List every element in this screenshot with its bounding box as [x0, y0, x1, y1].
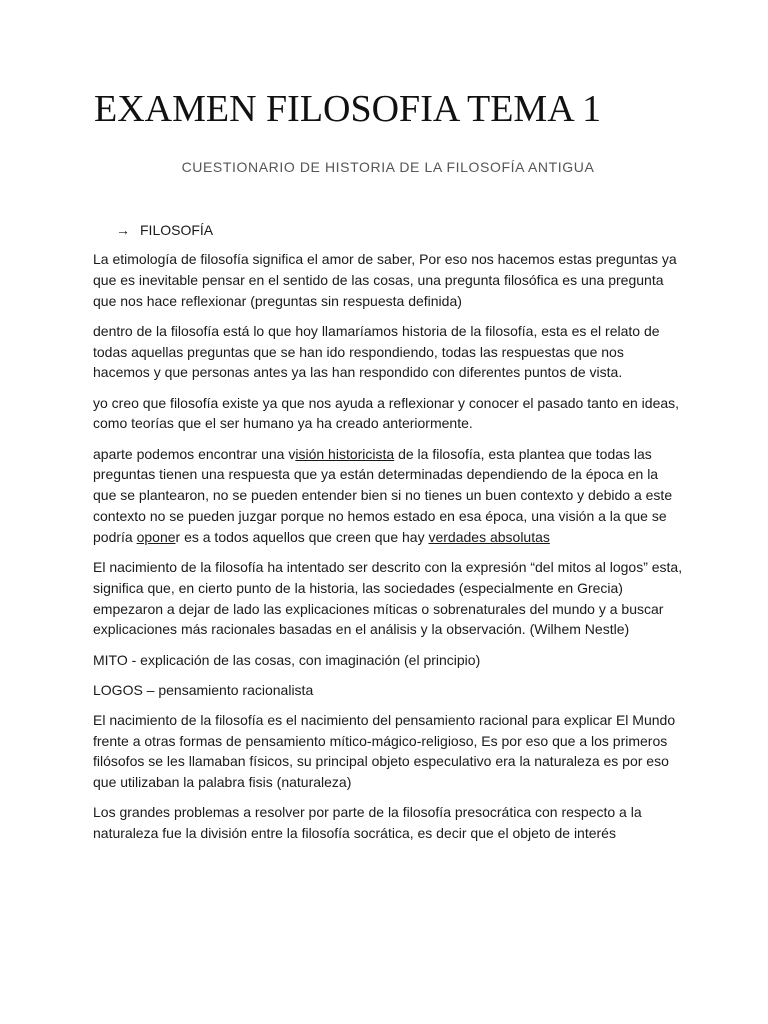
- underlined-text-opone: opone: [136, 528, 176, 545]
- section-heading-label: FILOSOFÍA: [140, 222, 214, 238]
- paragraph-mitos-logos: El nacimiento de la filosofía ha intentado ser descrito con la expresión “del mitos al logos” esta, significa que, en cierto punto de la historia, las sociedades (especialmente en Grecia) empezaron a dejar de lado las explicaciones míticas o sobrenaturales del mundo y a buscar explicaciones más racionales basadas en el análisis y la observación. (Wilhem Nestle): [93, 558, 683, 638]
- paragraph-mito-definicion: MITO - explicación de las cosas, con imaginación (el principio): [93, 651, 481, 668]
- text-run: aparte podemos encontrar una v: [93, 445, 296, 462]
- underlined-text-verdades-absolutas: verdades absolutas: [428, 528, 550, 545]
- document-title: EXAMEN FILOSOFIA TEMA 1: [94, 88, 602, 130]
- underlined-text-vision-historicista: isión historicista: [295, 445, 395, 462]
- paragraph-logos-definicion: LOGOS – pensamiento racionalista: [93, 681, 314, 698]
- section-heading: [116, 221, 213, 239]
- paragraph-opinion: yo creo que filosofía existe ya que nos ayuda a reflexionar y conocer el pasado tanto en ideas, como teorías que el ser humano ya ha creado anteriormente.: [93, 394, 680, 432]
- paragraph-nacimiento-filosofia: El nacimiento de la filosofía es el nacimiento del pensamiento racional para explicar El Mundo frente a otras formas de pensamiento mítico-mágico-religioso, Es por eso que a los primeros filósofos se les llamaban físicos, su principal objeto especulativo era la naturaleza es por eso que utilizaban la palabra fisis (naturaleza): [93, 711, 676, 791]
- paragraph-etimologia: La etimología de filosofía significa el amor de saber, Por eso nos hacemos estas preguntas ya que es inevitable pensar en el sentido de las cosas, una pregunta filosófica es una pregunta que nos hace reflexionar (preguntas sin respuesta definida): [93, 251, 677, 309]
- text-run: r es a todos aquellos que creen que hay: [175, 528, 429, 545]
- document-subtitle: CUESTIONARIO DE HISTORIA DE LA FILOSOFÍA ANTIGUA: [181, 159, 595, 175]
- right-arrow-icon: →: [116, 222, 130, 238]
- paragraph-problemas-presocraticos: Los grandes problemas a resolver por parte de la filosofía presocrática con respecto a la naturaleza fue la división entre la filosofía socrática, es decir que el objeto de interés: [93, 804, 642, 842]
- paragraph-vision-historicista: [93, 444, 683, 548]
- text-run: de la filosofía, esta plantea que todas las preguntas tienen una respuesta que ya están determinadas dependiendo de la época en la que se plantearon, no se pueden entender bien si no tienes un buen contexto y debido a este contexto no se pueden juzgar porque no hemos estado en esa época, una visión a la que se podría: [93, 445, 673, 545]
- paragraph-historia: dentro de la filosofía está lo que hoy llamaríamos historia de la filosofía, esta es el relato de todas aquellas preguntas que se han ido respondiendo, todas las respuestas que nos hacemos y que personas antes ya las han respondido con diferentes puntos de vista.: [93, 322, 660, 381]
- document-body: [93, 249, 683, 853]
